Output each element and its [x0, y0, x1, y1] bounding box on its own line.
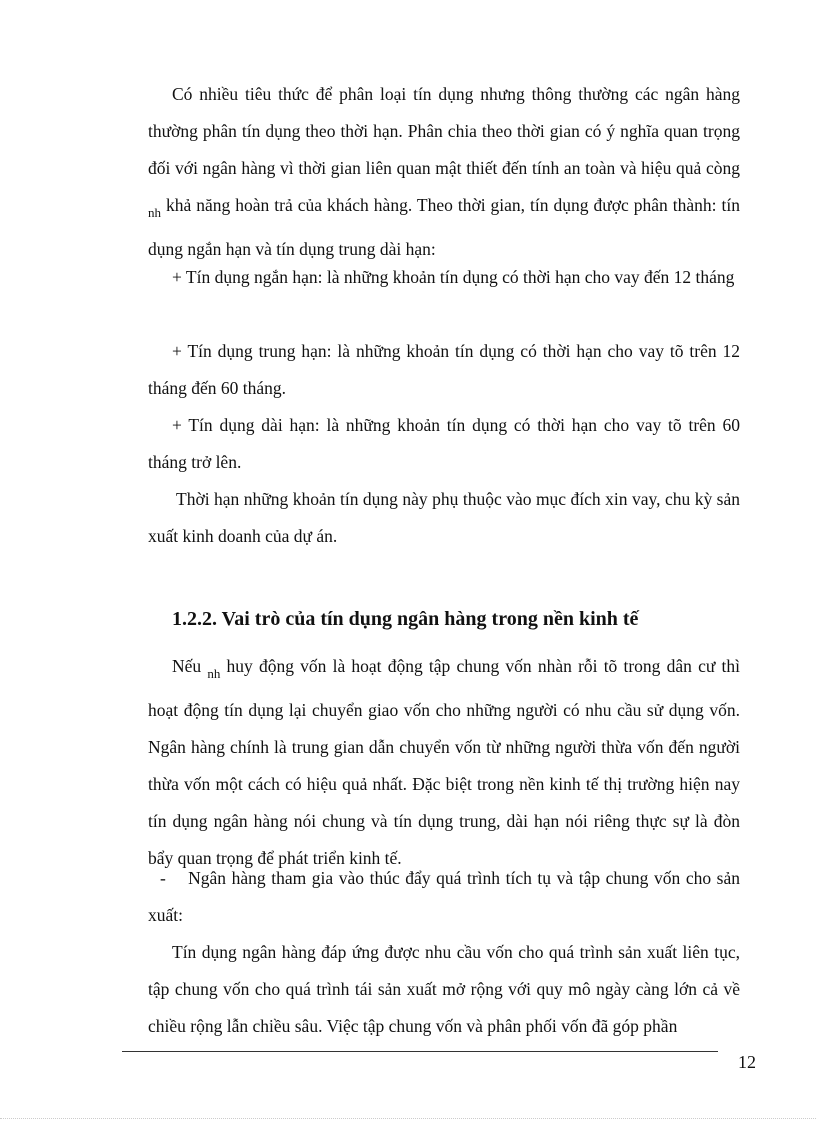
paragraph-short-term	[148, 259, 740, 296]
bullet-dash: -	[160, 868, 166, 888]
capital-demand-text: Tín dụng ngân hàng đáp ứng được nhu cầu vốn cho quá trình sản xuất liên tục, tập chung vốn cho quá trình tái sản xuất mở rộng với quy mô ngày càng lớn cả về chiều rộng lẫn chiều sâu. Việc tập chung vốn và phân phối vốn đã góp phần	[148, 942, 740, 1036]
paragraph-term-dependency	[148, 481, 740, 555]
bullet-text: Ngân hàng tham gia vào thúc đẩy quá trình tích tụ và tập chung vốn cho sản xuất:	[148, 868, 741, 925]
paragraph-credit-classification	[148, 76, 740, 268]
paragraph-bullet-capital	[148, 860, 740, 934]
p6-text-before: Nếu	[172, 656, 202, 676]
medium-term-text: + Tín dụng trung hạn: là những khoản tín dụng có thời hạn cho vay tõ trên 12 tháng đến 60 tháng.	[148, 341, 740, 398]
short-term-text: + Tín dụng ngắn hạn: là những khoản tín dụng có thời hạn cho vay đến 12 tháng	[172, 267, 735, 287]
p6-text-after: huy động vốn là hoạt động tập chung vốn nhàn rỗi tõ trong dân cư thì hoạt động tín dụng lại chuyển giao vốn cho những người có nhu cầu sử dụng vốn. Ngân hàng chính là trung gian dẫn chuyển vốn từ những người thừa vốn đến người thừa vốn một cách có hiệu quả nhất. Đặc biệt trong nền kinh tế thị trường hiện nay tín dụng ngân hàng nói chung và tín dụng trung, dài hạn nói riêng thực sự là đòn bẩy quan trọng để phát triển kinh tế.	[148, 656, 740, 868]
footer-rule	[122, 1051, 718, 1052]
section-heading	[172, 604, 732, 634]
p1-text-after: khả năng hoàn trả của khách hàng. Theo thời gian, tín dụng được phân thành: tín dụng ngắn hạn và tín dụng trung dài hạn:	[148, 195, 740, 259]
p1-subscript: nh	[148, 205, 161, 220]
p6-subscript: nh	[207, 666, 221, 681]
paragraph-medium-term	[148, 333, 740, 407]
term-dependency-text: Thời hạn những khoản tín dụng này phụ thuộc vào mục đích xin vay, chu kỳ sản xuất kinh doanh của dự án.	[148, 489, 740, 546]
long-term-text: + Tín dụng dài hạn: là những khoản tín dụng có thời hạn cho vay tõ trên 60 tháng trở lên.	[148, 415, 740, 472]
p1-text-before: Có nhiều tiêu thức để phân loại tín dụng nhưng thông thường các ngân hàng thường phân tín dụng theo thời hạn. Phân chia theo thời gian có ý nghĩa quan trọng đối với ngân hàng vì thời gian liên quan mật thiết đến tính an toàn và hiệu quả còng	[148, 84, 740, 178]
section-heading-text: 1.2.2. Vai trò của tín dụng ngân hàng trong nền kinh tế	[172, 608, 639, 630]
paragraph-capital-demand	[148, 934, 740, 1045]
paragraph-long-term	[148, 407, 740, 481]
paragraph-role-intro	[148, 648, 740, 877]
page-number: 12	[738, 1052, 756, 1072]
page-bottom-dotted-line	[0, 1118, 816, 1119]
